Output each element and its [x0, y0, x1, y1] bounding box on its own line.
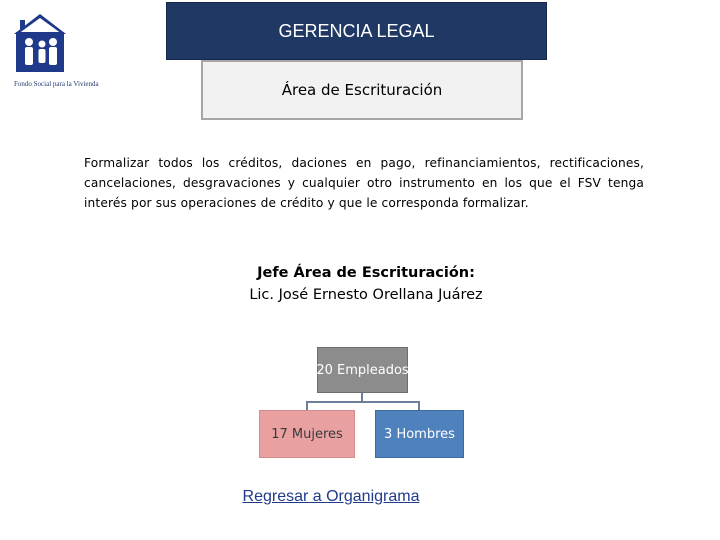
- node-men: 3 Hombres: [375, 410, 464, 458]
- node-women: 17 Mujeres: [259, 410, 355, 458]
- logo-caption: Fondo Social para la Vivienda: [14, 80, 99, 88]
- chief-title: Jefe Área de Escrituración:: [257, 265, 475, 281]
- node-total-employees: 20 Empleados: [317, 347, 408, 393]
- area-title: Área de Escrituración: [201, 60, 523, 120]
- connector-lines: [307, 393, 362, 410]
- area-description: Formalizar todos los créditos, daciones en pago, refinanciamientos, rectificaciones, cancelaciones, desgravaciones y cualquier otro instrumento en los que el FSV tenga interés por sus operaciones de crédito y que le corresponda formalizar.: [84, 156, 644, 210]
- connector-lines-right: [362, 402, 419, 410]
- chief-name: Lic. José Ernesto Orellana Juárez: [249, 287, 483, 303]
- department-header: GERENCIA LEGAL: [166, 2, 547, 60]
- back-to-org-chart-link[interactable]: Regresar a Organigrama: [242, 488, 420, 505]
